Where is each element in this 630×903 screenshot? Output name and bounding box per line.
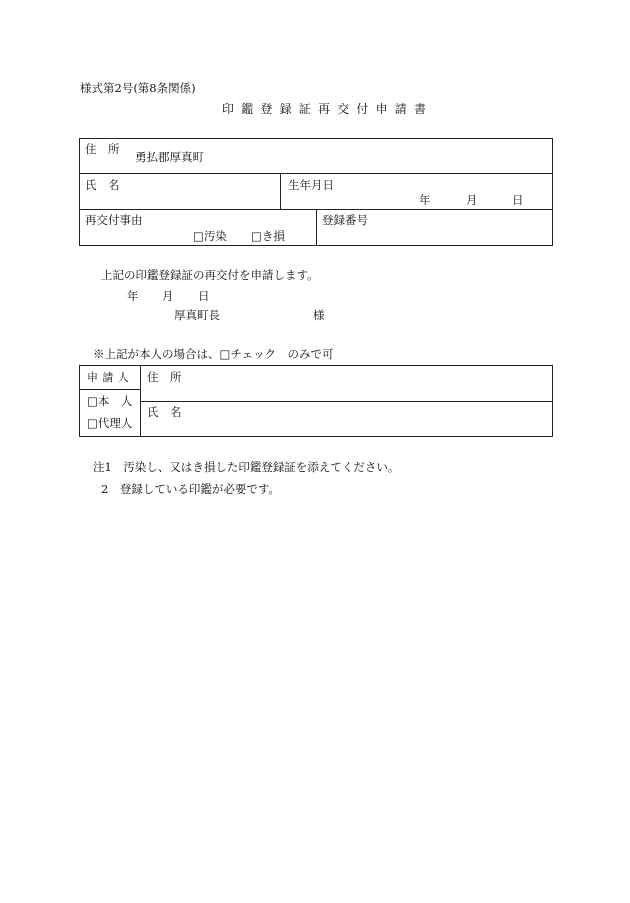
applicant-name-label: 氏 名 — [147, 405, 182, 419]
row-divider — [79, 389, 140, 390]
reason-checkbox-damaged[interactable]: □き損 — [251, 229, 285, 243]
page-title: 印鑑登録証再交付申請書 — [222, 102, 434, 116]
declaration-text: 上記の印鑑登録証の再交付を申請します。 — [101, 268, 319, 282]
address-label: 住 所 — [85, 142, 120, 156]
birth-year-unit: 年 — [419, 193, 431, 207]
addressee-honorific: 様 — [313, 308, 325, 322]
form-number: 様式第2号(第8条関係) — [80, 81, 196, 95]
applicant-address-label: 住 所 — [147, 370, 182, 384]
applicant-label: 申請人 — [87, 371, 134, 384]
column-divider — [280, 173, 281, 209]
birthdate-label: 生年月日 — [288, 178, 334, 192]
birth-day-unit: 日 — [512, 193, 524, 207]
applicant-self-checkbox[interactable]: □本 人 — [87, 394, 133, 408]
date-month-unit: 月 — [162, 289, 174, 303]
date-year-unit: 年 — [127, 289, 139, 303]
note-1: 注1 汚染し、又はき損した印鑑登録証を添えてください。 — [93, 460, 400, 474]
date-day-unit: 日 — [198, 289, 210, 303]
address-value[interactable]: 勇払郡厚真町 — [135, 150, 204, 164]
birth-month-unit: 月 — [466, 193, 478, 207]
name-label: 氏 名 — [85, 178, 120, 192]
row-divider — [79, 173, 553, 174]
row-divider — [140, 401, 553, 402]
column-divider — [316, 209, 317, 246]
registration-number-label: 登録番号 — [322, 213, 368, 227]
note-2: 2 登録している印鑑が必要です。 — [101, 482, 280, 496]
self-check-note: ※上記が本人の場合は、□チェック のみで可 — [93, 347, 334, 361]
reason-checkbox-stained[interactable]: □汚染 — [193, 229, 227, 243]
applicant-agent-checkbox[interactable]: □代理人 — [87, 416, 133, 430]
reason-label: 再交付事由 — [85, 213, 143, 227]
addressee: 厚真町長 — [174, 308, 220, 322]
